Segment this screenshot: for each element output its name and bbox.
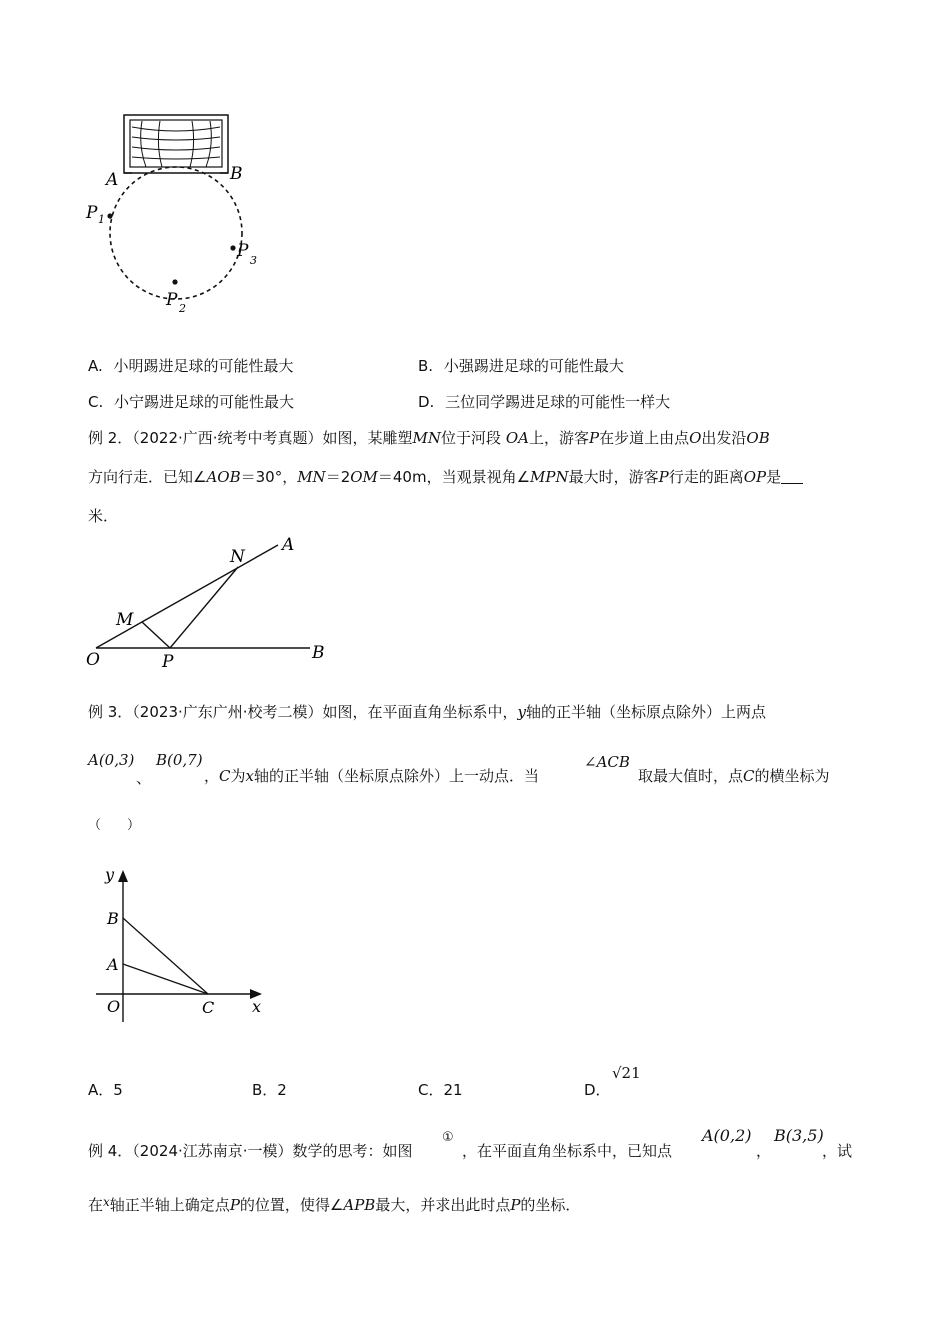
label-a: A bbox=[106, 170, 119, 190]
example4-point-a: A(0,2) bbox=[702, 1126, 752, 1145]
option-d bbox=[418, 392, 670, 412]
goal-net-vertical bbox=[141, 121, 212, 167]
option-b bbox=[418, 356, 624, 376]
option-text: 小宁踢进足球的可能性最大 bbox=[114, 393, 295, 411]
label-p3: P bbox=[237, 241, 249, 261]
example3-option-c: C．21 bbox=[418, 1081, 463, 1099]
option-text: 三位同学踢进足球的可能性一样大 bbox=[445, 393, 671, 411]
option-letter: D. bbox=[418, 393, 435, 411]
label-p: P bbox=[162, 652, 174, 670]
label-n: N bbox=[230, 547, 245, 567]
label-a: A bbox=[282, 535, 295, 555]
option-letter: A. bbox=[88, 357, 103, 375]
ray-oa bbox=[96, 545, 278, 648]
label-p3-sub: 3 bbox=[250, 254, 257, 267]
example2-line1: 例 2．（2022·广西·统考中考真题）如图，某雕塑MN位于河段 OA上，游客P在步道上由点O出发沿OB bbox=[88, 429, 770, 447]
example3-sep: 、 bbox=[136, 769, 152, 787]
label-y: y bbox=[105, 865, 115, 884]
example4-point-b: B(3,5) bbox=[774, 1126, 824, 1145]
example2-line2: 方向行走．已知∠AOB＝30°，MN＝2OM＝40m，当观景视角∠MPN最大时，游客P行走的距离OP是 bbox=[88, 467, 803, 487]
example2-figure bbox=[80, 530, 340, 670]
label-m: M bbox=[116, 610, 134, 630]
goal-outer-frame bbox=[124, 115, 228, 173]
dashed-circle bbox=[110, 167, 242, 299]
example3-option-d-value: √21 bbox=[612, 1064, 641, 1082]
label-b: B bbox=[230, 164, 243, 184]
example3-point-b: B(0,7) bbox=[156, 751, 203, 769]
example3-point-a: A(0,3) bbox=[88, 751, 135, 769]
label-a: A bbox=[107, 955, 119, 974]
segment-np bbox=[170, 567, 238, 648]
option-a bbox=[88, 356, 294, 376]
label-o: O bbox=[86, 650, 100, 670]
example3-option-a: A．5 bbox=[88, 1081, 123, 1099]
option-letter: B. bbox=[418, 357, 434, 375]
option-letter: C. bbox=[88, 393, 104, 411]
example4-line2: 在$^x$轴正半轴上确定点P的位置，使得∠APB最大，并求出此时点P的坐标． bbox=[88, 1195, 581, 1214]
label-b: B bbox=[107, 909, 119, 928]
label-b: B bbox=[312, 643, 325, 663]
label-p1: P bbox=[86, 203, 98, 223]
example3-option-b: B．2 bbox=[252, 1081, 287, 1099]
example4-line1: 例 4．（2024·江苏南京·一模）数学的思考：如图 bbox=[88, 1142, 413, 1160]
example3-line2-end: 取最大值时，点C的横坐标为 bbox=[638, 767, 830, 785]
label-c: C bbox=[202, 998, 215, 1017]
option-c bbox=[88, 392, 294, 412]
label-p2-sub: 2 bbox=[179, 302, 186, 315]
label-p1-sub: 1 bbox=[98, 213, 105, 226]
segment-bc bbox=[123, 918, 208, 994]
label-p2: P bbox=[166, 290, 178, 310]
goal-net bbox=[132, 127, 220, 159]
example3-line2: ，C为x轴的正半轴（坐标原点除外）上一动点．当 bbox=[204, 767, 539, 785]
option-text: 小明踢进足球的可能性最大 bbox=[113, 357, 294, 375]
example2-line3: 米． bbox=[88, 507, 119, 525]
example4-circled: ① bbox=[442, 1130, 454, 1145]
example3-line1: 例 3．（2023·广东广州·校考二模）如图，在平面直角坐标系中，y轴的正半轴（坐标原点除外）上两点 bbox=[88, 703, 767, 721]
point-p3 bbox=[230, 245, 235, 250]
goal-circle-figure bbox=[80, 105, 280, 325]
option-text: 小强踢进足球的可能性最大 bbox=[443, 357, 624, 375]
segment-ac bbox=[123, 964, 208, 994]
label-x: x bbox=[252, 997, 262, 1016]
example3-option-d-letter: D． bbox=[584, 1081, 611, 1099]
segment-mp bbox=[142, 622, 170, 648]
example4-line1-mid: ，在平面直角坐标系中，已知点 bbox=[462, 1142, 673, 1160]
example3-figure bbox=[90, 862, 280, 1027]
example4-comma: ， bbox=[756, 1142, 772, 1160]
example3-angle: ∠ACB bbox=[584, 753, 630, 771]
point-p1 bbox=[107, 213, 112, 218]
point-p2 bbox=[172, 279, 177, 284]
example4-line1-end: ，试 bbox=[822, 1142, 853, 1160]
answer-blank bbox=[781, 468, 803, 484]
label-o: O bbox=[107, 997, 121, 1016]
example3-paren: （ ） bbox=[88, 818, 141, 833]
y-axis-arrow bbox=[118, 870, 128, 882]
